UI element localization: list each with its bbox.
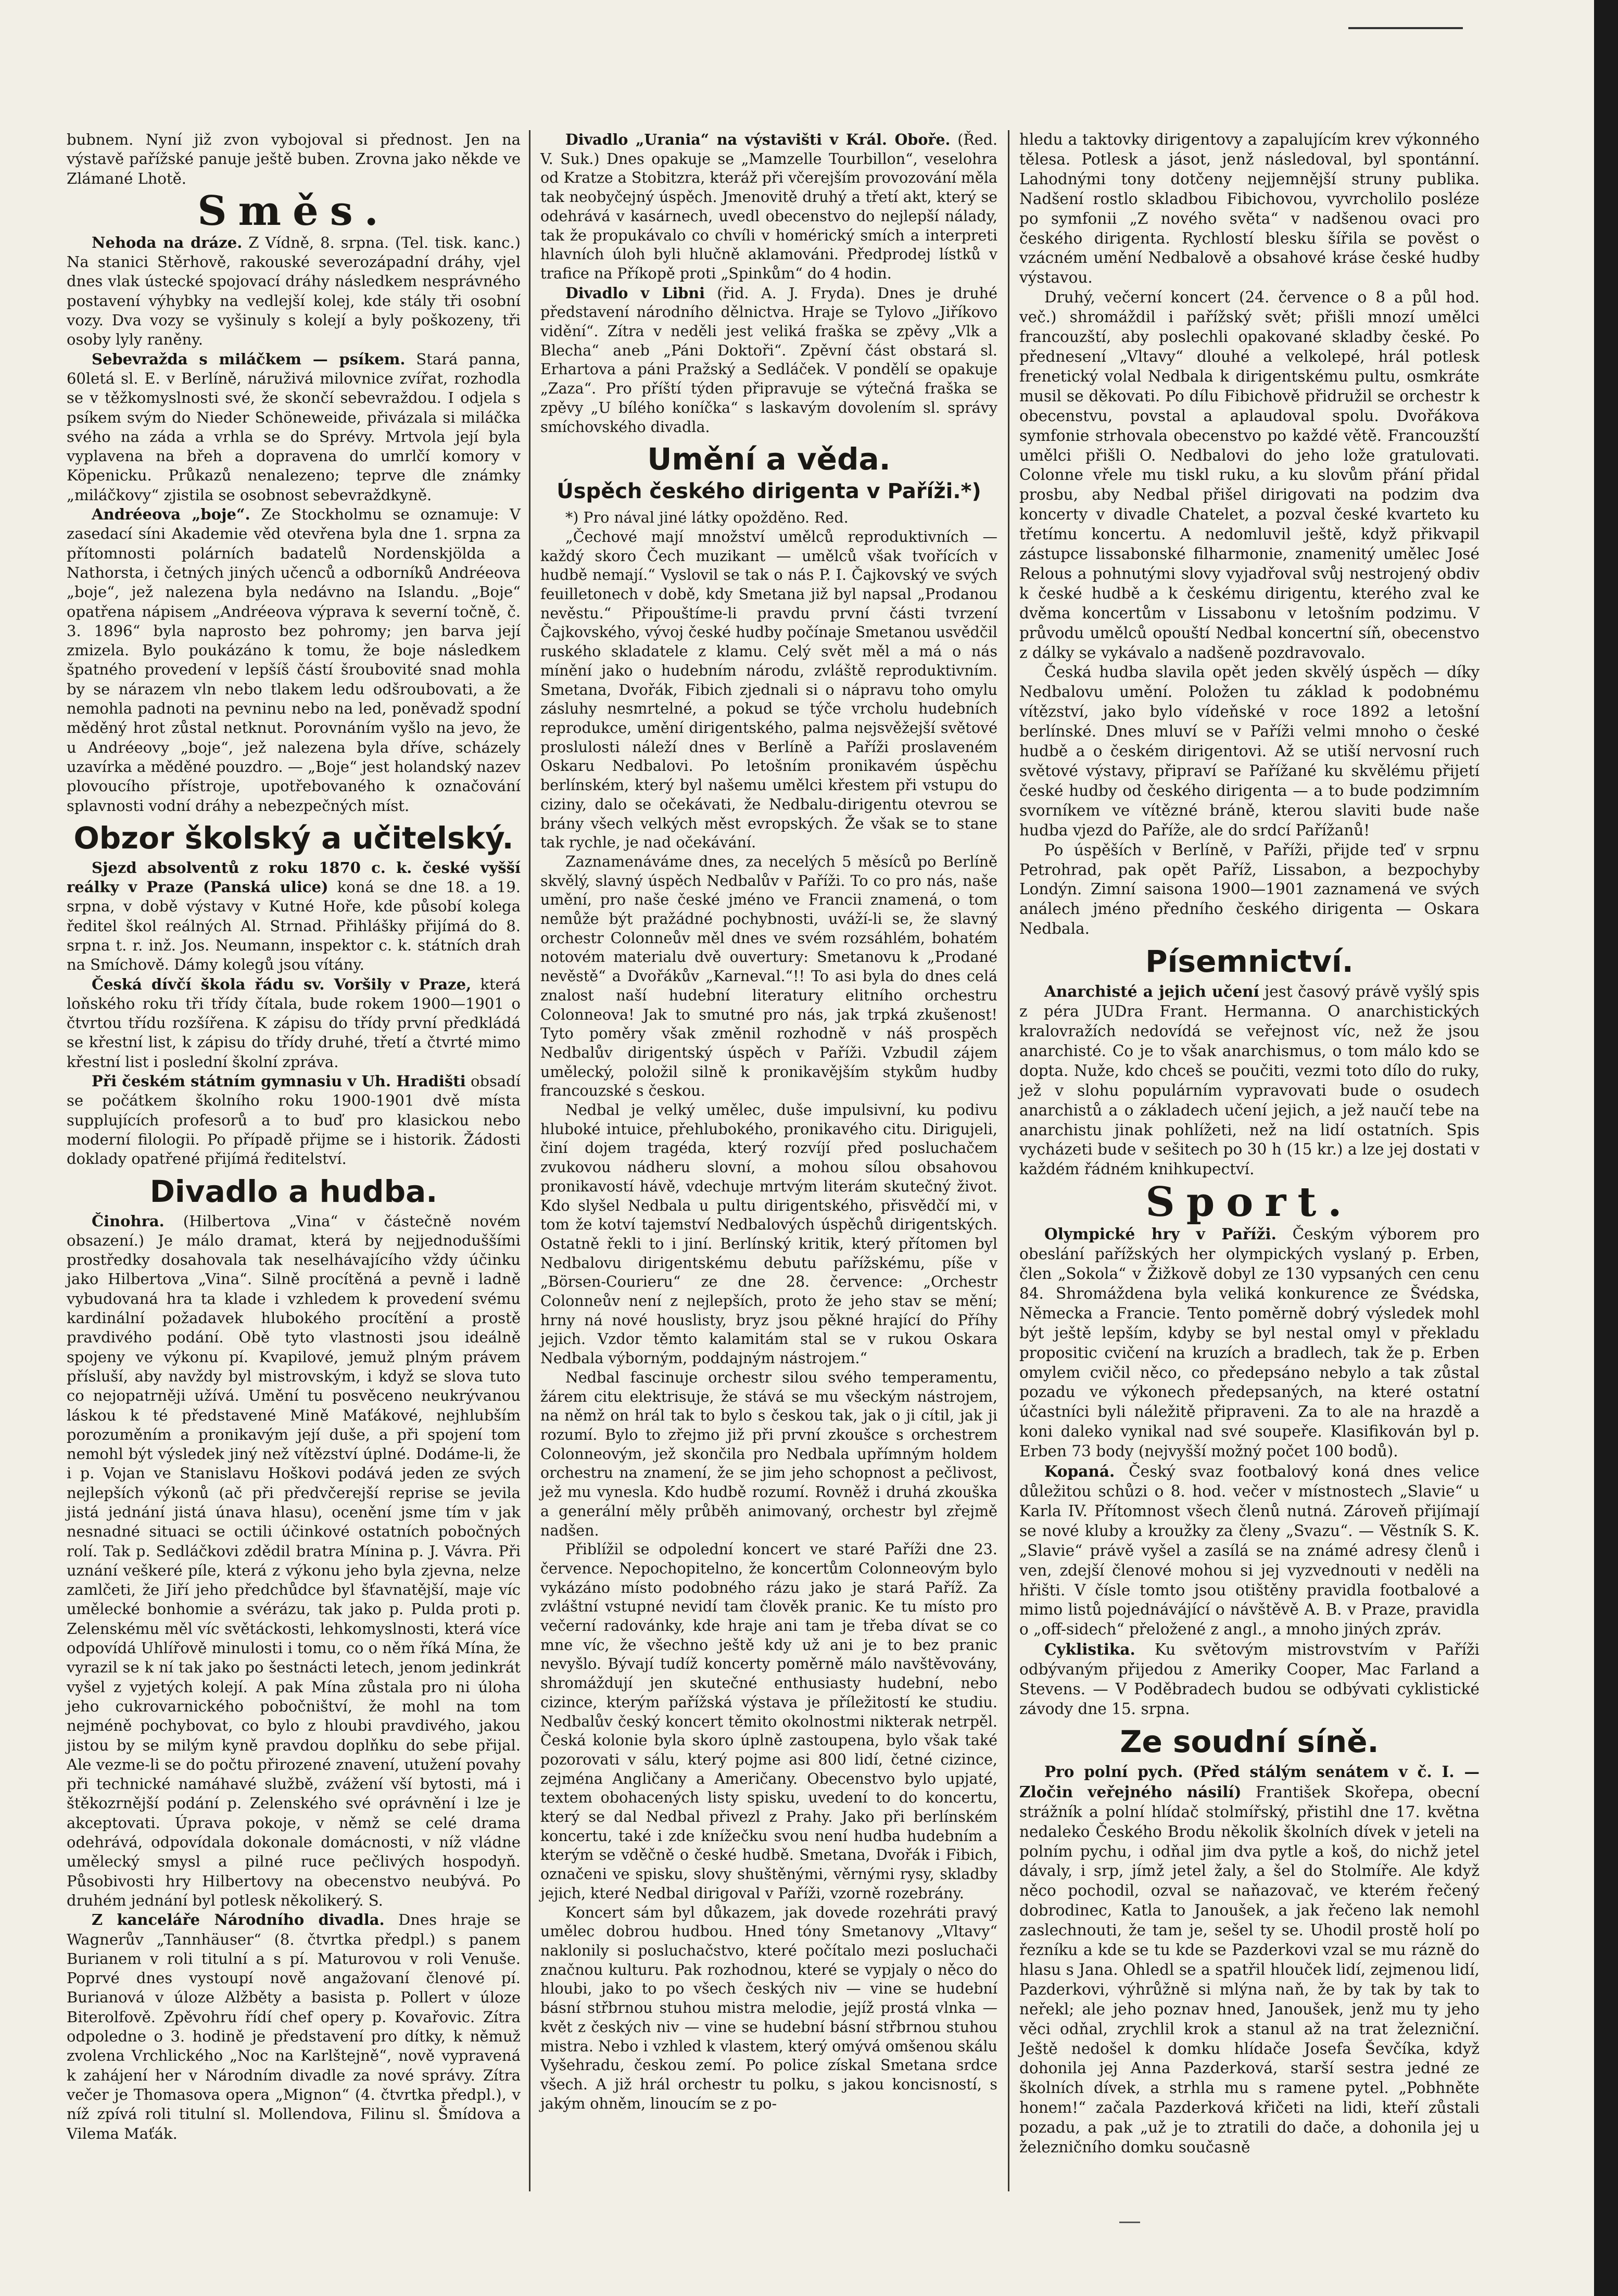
- article-cinohra: [67, 1212, 521, 1911]
- article-title: Pro polní pych.: [1044, 1762, 1183, 1781]
- column-3: [1019, 130, 1480, 2158]
- article-title: Cyklistika.: [1044, 1640, 1135, 1659]
- article-title: Divadlo v Libni: [565, 284, 705, 302]
- article-gymnasium: [67, 1072, 521, 1169]
- column-rule-1: [529, 130, 530, 2191]
- article-libne: [540, 284, 997, 437]
- top-rule: [1348, 27, 1463, 29]
- section-heading-obzor: Obzor školský a učitelský.: [73, 820, 514, 856]
- article-nehoda: [67, 233, 521, 350]
- article-title: Kopaná.: [1044, 1462, 1115, 1481]
- article-text: Český svaz footbalový koná dnes velice důležitou schůzi o 8. hod. večer v místnostech „Slavie“ u Karla IV. Přítomnost všech členů nutná. Zároveň přijímají se nové kluby a kroužky za členy „Svazu“. — Věstník S. K. „Slavie“ právě vyšel a zasílá se na známé adresy členů i ven, zdejší členové mohou si jej vyzvednouti v neděli na hřišti. V čísle tomto jsou otištěny pravidla footbalové a mimo listů pojednávájící o návštěvě A. B. v Praze, pravidla o „off-sidech“ přeložené z angl., a mnoho jiných zpráv.: [1019, 1463, 1480, 1639]
- article-text: která loňského roku tři třídy čítala, bude rokem 1900—1901 o čtvrtou třídu rozšířena. K zápisu do třídy první předkládá se křestní list, k zápisu do třídy druhé, třetí a čtvrté mimo křestní list i poslední školní zpráva.: [67, 975, 521, 1071]
- section-heading-pisemnictvi: Písemnictví.: [1145, 944, 1354, 980]
- article-text: Ku světovým mistrovstvím v Paříži odbývaným přijedou z Ameriky Cooper, Mac Farland a Stevens. — V Poděbradech budou se odbývati cyklistické závody dne 15. srpna.: [1019, 1641, 1480, 1718]
- article-text: koná se dne 18. a 19. srpna, v době výstavy v Kutné Hoře, kde působí kolega ředitel škol reálných Al. Strnad. Přihlášky přijímá do 8. srpna t. r. inž. Jos. Neumann, inspektor c. k. státních drah na Smíchově. Dámy kolegů jsou vítány.: [67, 878, 521, 974]
- article-urania: [540, 130, 997, 284]
- paragraph: Přiblížil se odpolední koncert ve staré Paříži dne 23. července. Nepochopitelno, že koncertům Colonneovým bylo vykázáno místo podobného rázu jako je stará Paříž. Za zvláštní vstupné nevidí tam člověk pranic. Ke tu místo pro večerní radovánky, kde hraje ani tam je třeba dívat se co mne víc, že všechno ještě kdy už ani je to bez pranic nevyšlo. Bývají tudíž koncerty poměrně málo navštěvovány, shromáždují jen skutečné enthusiasty hudební, nebo cizince, kterým pařížská výstava je příležitostí ke studiu. Nedbalův český koncert těmito okolnostmi nikterak netrpěl. Česká kolonie byla skoro úplně zastoupena, bylo však také pozorovati v sálu, který pojme asi 800 lidí, četné cizince, zejména Angličany a Američany. Obecenstvo bylo upjaté, textem obohacených listy spisku, uvedení to do koncertu, který se dal Nedbal přivezl z Prahy. Jako při berlínském koncertu, také i zde knížečku svou není hudba hudebním a kterým se vděčně o české hudbě. Smetana, Dvořák i Fibich, označeni ve spisku, slovy shuštěnými, věrnými rysy, skladby jejich, které Nedbal dirigoval v Paříži, vzorně rozebrány.: [540, 1541, 997, 1902]
- article-title: Anarchisté a jejich učení: [1044, 982, 1259, 1001]
- article-title: Česká dívčí škola řádu sv. Voršily v Praze,: [92, 975, 472, 993]
- article-text: Stará panna, 60letá sl. E. v Berlíně, náruživá milovnice zvířat, rozhodla se v těžkomyslnosti své, že skončí sebevraždou. I odjela s psíkem svým do Nieder Schöneweide, přivázala si miláčka svého na záda a vrhla se do Sprévy. Mrtvola její byla vyplavena na břeh a dopravena do umrlčí komory v Köpenicku. Průkazů nenalezeno; teprve dle známky „miláčkovy“ zjistila se osobnost sebevraždkyně.: [67, 350, 521, 504]
- article-title: Sebevražda s miláčkem — psíkem.: [92, 350, 406, 368]
- page-marker: [1119, 2219, 1140, 2223]
- column-2: [540, 130, 997, 2113]
- article-cyklistika: [1019, 1640, 1480, 1719]
- article-sjezd: [67, 858, 521, 975]
- scan-edge: [1594, 0, 1618, 2296]
- article-text: (Hilbertova „Vina“ v částečně novém obsazení.) Je málo dramat, která by nejjednoduššími prostředky dosahovala tak neselhávajícího vždy účinku jako Hilbertova „Vina“. Silně procítěná a pevně i ladně vybudovaná hra ta klade i vzhledem k provedení svému kardinální požadavek hlubokého procítění a prostě pravdivého podání. Obě tyto vlastnosti jsou ideálně spojeny ve výkonu pí. Kvapilové, jemuž plným právem přísluší, aby navždy byl mistrovským, i když se slova tuto co nejopatrněji užívá. Umění tu posvěceno neukrývanou láskou k té představené Mině Maťákové, nejhlubším porozuměním a pronikavým její duše, a při spojení tom nemohl být výsledek jiný než vítězství úplné. Dodáme-li, že i p. Vojan ve Stanislavu Hoškovi podává jeden ze svých nejlepších výkonů (ač při předvčerejší reprise se jevila jistá jednání jistá únava hlasu), ocenění jsme tím v jak nesnadné situaci se octili účinkové ostatních pobočných rolí. Tak p. Sedláčkovi zdědil bratra Mínina p. J. Vávra. Při uznání veškeré píle, která z výkonu jeho byla zjevna, nelze zamlčeti, že Jiří jeho předchůdce byl šťavnatější, maje víc umělecké bonhomie a svérázu, tak jako p. Pulda proti p. Zelenskému měl víc světáckosti, lehkomyslnosti, která více odpovídá Uhlířově minulosti i tomu, co o něm říká Mína, že vyrazil se k ní tak jako po šestnácti letech, jenom jedinkrát vyšel z vyjetých kolejí. A pak Mína zůstala pro ni úloha jeho cukrovarnického pobočništví, že mohl na tom nejméně pochybovat, co bylo z hloubi pravdivého, jakou jistou by se milým kyně pravdou doplňku do sebe přijal. Ale vezme-li se do počtu přirozené znavení, utužení povahy při technické namáhavé službě, zvážení vší bytosti, má i štěkozrnější podání p. Zelenského své oprávnění i lze je akceptovati. Úprava pokoje, v němž se celé drama odehrává, odpovídala dokonale domácnosti, v níž vládne umělecký smysl a pilné ruce pečlivých hospodyň. Působivosti hry Hilbertovy na obecenstvo neubývá. Po druhém jednání byl potlesk několikerý. S.: [67, 1212, 521, 1909]
- article-title: Sjezd absolventů z roku 1870 c. k. české vyšší reálky v Praze (Panská ulice): [67, 858, 521, 896]
- footnote: *) Pro nával jiné látky opožděno. Red.: [565, 509, 849, 527]
- article-text: Ze Stockholmu se oznamuje: V zasedací síni Akademie věd otevřena byla dne 1. srpna za přítomnosti polárních badatelů Nordenskjölda a Nathorsta, i četných jiných učenců a odborníků Andréeova „boje“, jež nalezena byla nedávno na Islandu. „Boje“ opatřena nápisem „Andréeova výprava k severní točně, č. 3. 1896“ byla naprosto bez pohromy; jen barva její zmizela. Bylo poukázáno k tomu, že boje následkem špatného provedení v lepšíš částí šroubovité snad mohla by se nárazem vln nebo tlakem ledu odšroubovati, a že nemohla padnoti na pevninu nebo na led, poněvadž spodní měděný hrot zůstal netknut. Porovnáním vyšlo na jevo, že u Andréeovy „boje“, jež nalezena byla dříve, scházely uzavírka a měděné pouzdro. — „Boje“ jest holandský nazev plovoucího přístroje, upotřebovaného k označování splavnosti vodní dráhy a nebezpečných míst.: [67, 505, 521, 815]
- article-text: Z Vídně, 8. srpna. (Tel. tisk. kanc.) Na stanici Stěrhově, rakouské severozápadní dráhy, vjel dnes vlak ústecké spojovací dráhy následkem nesprávného postavení výhybky na vedlejší kolej, kde stály tři osobní vozy. Dva vozy se vyšinuly s kolejí a byly poškozeny, tři osoby lyly raněny.: [67, 233, 521, 349]
- paragraph: „Čechové mají množství umělců reproduktivních — každý skoro Čech muzikant — umělců však tvořících v hudbě nemají.“ Vyslovil se tak o nás P. I. Čajkovský ve svých feuilletonech v době, kdy Smetana již byl napsal „Prodanou nevěstu.“ Připouštíme-li pravdu první části tvrzení Čajkovského, vývoj české hudby počínaje Smetanou usvědčil ruského skladatele z klamu. Celý svět měl a má o nás mínění jako o hudebním národu, zvláště reproduktivním. Smetana, Dvořák, Fibich zjednali si o nápravu toho omylu zásluhy nesmrtelné, a pokud se týče vrcholu hudebních reprodukce, umění dirigentského, palma nejsvěžejší světové proslulosti náleží dnes v Berlíně a Paříži proslaveném Oskaru Nedbalovi. Po letošním pronikavém úspěchu berlínském, který byl našemu umělci křestem při vstupu do ciziny, dalo se očekávati, že Nedbalu-dirigentu otevrou se brány všech velkých měst evropských. Že však se to stane tak rychle, je nad očekávání.: [540, 528, 997, 852]
- paragraph: Koncert sám byl důkazem, jak dovede rozehráti pravý umělec dobrou hudbou. Hned tóny Smetanovy „Vltavy“ naklonily si posluchačstvo, které počítalo mezi posluchači značnou kulturu. Pak rozhodnou, které se vypjaly o něco do hloubi, jako to po všech českých niv — vine se hudební básní střbrnou stuhou mistra melodie, jejíž prostá vlnka — květ z českých niv — vine se hudební básní střbrnou stuhou mistra. Nebo i vzhled k vlastem, který omývá omšenou skálu Vyšehradu, českou zemí. Po police získal Smetana srdce všech. A již hrál orchestr tu polku, s jakou koncisností, s jakým ohněm, linoucím se z po-: [540, 1904, 997, 2112]
- article-kopana: [1019, 1462, 1480, 1640]
- article-title: Činohra.: [92, 1212, 165, 1230]
- article-anarchiste: [1019, 982, 1480, 1179]
- section-heading-soud: Ze soudní síně.: [1120, 1723, 1379, 1759]
- paragraph: Nedbal je velký umělec, duše impulsivní, ku podivu hluboké intuice, přehlubokého, pronikavého citu. Dirigujeli, činí dojem tragéda, který rozvíjí před posluchačem zvukovou nádheru slovní, a mohou sílou obsahovou pronikavostí hávě, vdechuje mrtvým literám skutečný život. Kdo slyšel Nedbala u pultu dirigentského, přisvědčí mi, v tom že kotví tajemství Nedbalových úspěchů dirigentských. Ostatně řekli to i jiní. Berlínský kritik, který přítomen byl Nedbalovu dirigentskému debutu pařížskému, píše v „Börsen-Courieru“ ze dne 28. července: „Orchestr Colonneův není z nejlepších, proto že jeho stav se mění; hrny ná nové houslisty, bryz jsou pěkné hrající do Příhy jejich. Vzdor těmto kalamitám stal se v rukou Oskara Nedbala výborným, poddajným nástrojem.“: [540, 1101, 997, 1367]
- article-title: Divadlo „Urania“ na výstavišti v Král. Oboře.: [565, 131, 951, 148]
- article-headline: Úspěch českého dirigenta v Paříži.*): [557, 479, 981, 504]
- column-rule-2: [1008, 130, 1009, 2191]
- paragraph: Česká hudba slavila opět jeden skvělý úspěch — díky Nedbalovu umění. Položen tu základ k podobnému vítězství, jako bylo vídeňské v roce 1892 a letošní berlínské. Dnes mluví se v Paříži velmi mnoho o české hudbě a o českém dirigentovi. Až se utiší nervosní ruch světové výstavy, připraví se Pařížané ku skvělému přijetí české hudby od českého dirigenta — a to bude podzimním svorníkem ve vítězné bráně, kterou slaviti bude naše hudba vjezd do Paříže, ale do srdcí Pařížanů!: [1019, 663, 1480, 839]
- article-kancelar: [67, 1910, 521, 2143]
- article-olympic: [1019, 1224, 1480, 1462]
- article-soud: [1019, 1762, 1480, 2158]
- article-sebevrazda: [67, 350, 521, 505]
- section-heading-divadlo: Divadlo a hudba.: [149, 1173, 438, 1209]
- article-text: (řid. A. J. Fryda). Dnes je druhé představení národního dělnictva. Hraje se Tylovo „Jiříkovo vidění“. Zítra v neděli jest veliká fraška se zpěvy „Vlk a Blecha“ aneb „Páni Doktoři“. Zpěvní část obstará sl. Erhartova a páni Pražský a Sedláček. V pondělí se opakuje „Zaza“. Pro příští týden připravuje se výtečná fraška se zpěvy „U bílého koníčka“ s laskavým dovolením sl. správy smíchovského divadla.: [540, 284, 998, 436]
- section-heading-sport: Sport.: [1145, 1178, 1354, 1226]
- article-text: obsadí se počátkem školního roku 1900-1901 dvě místa supplujících profesorů a to buď pro klasickou nebo moderní filologii. Po případě přijme se i historik. Žádosti doklady opatřené přijímá ředitelství.: [67, 1072, 521, 1168]
- article-text: Dnes hraje se Wagnerův „Tannhäuser“ (8. čtvrtka předpl.) s panem Burianem v roli titulní a s pí. Maturovou v roli Venuše. Poprvé dnes vystoupí nově angažovaní členové pí. Burianová v úloze Alžběty a basista p. Pollert v úloze Biterolfově. Zpěvohru řídí chef opery p. Kovařovic. Zítra odpoledne o 3. hodině je představení pro dítky, k němuž zvolena Vrchlického „Noc na Karlštejně“, nově vypravená k zahájení her v Národním divadle za nové správy. Zítra večer je Thomasova opera „Mignon“ (4. čtvrtka předpl.), v níž zpívá roli titulní sl. Mollendova, Filinu sl. Šmídova a Vilema Maťák.: [67, 1911, 521, 2142]
- article-text: (Řed. V. Suk.) Dnes opakuje se „Mamzelle Tourbillon“, veselohra od Kratze a Stobitzra, kteráž při včerejším provozování měla tak neobyčejný úspěch. Jmenovitě druhý a třetí akt, který se odehrává v kasárnech, uvedl obecenstvo do nejlepší nálady, tak že propukávalo co chvíli v homérický smích a interpreti hlavních úloh byli hlučně aklamováni. Předprodej lístků v trafice na Příkopě proti „Spinkům“ do 4 hodin.: [540, 131, 997, 282]
- paragraph: Po úspěších v Berlíně, v Paříži, přijde teď v srpnu Petrohrad, pak opět Paříž, Lissabon, a bezpochyby Londýn. Zimní saisona 1900—1901 zaznamená ve svých análech jméno předního českého dirigenta — Oskara Nedbala.: [1019, 841, 1480, 938]
- article-andree: [67, 505, 521, 816]
- article-title: Andréeova „boje“.: [92, 505, 250, 524]
- article-title: Při českém státním gymnasiu v Uh. Hradišti: [92, 1072, 466, 1090]
- paragraph: Nedbal fascinuje orchestr silou svého temperamentu, žárem citu elektrisuje, že stává se mu všeckým nástrojem, na němž on hrál tak to bylo s českou tak, jak o ji cítil, jak ji rozumí. Bylo to zřejmo již při první zkoušce s orchestrem Colonneovým, jež skončila pro Nedbala upřímným holdem orchestru na znamení, že se jim jeho schopnost a pečlivost, jež mu vynesla. Kdo hudbě rozumí. Rovněž i druhá zkouška a generální měly průběh animovaný, orchestr byl zřejmě nadšen.: [540, 1368, 997, 1539]
- article-text: jest časový právě vyšlý spis z péra JUDra Frant. Hermanna. O anarchistických kralovražích nedovídá se veřejnost víc, než že jsou anarchisté. Co je to však anarchismus, o tom málo kdo se dopta. Nuže, kdo chceš se poučiti, vezmi toto dílo do ruky, jež v slohu populárním vypravovati bude o osudech anarchistů a o základech učení jejich, a jež naučí tebe na anarchistu jinak pohlížeti, než na lidí ostatních. Spis vycházeti bude v sešitech po 30 h (15 kr.) a lze jej dostati v každém řádném knihkupectví.: [1019, 983, 1480, 1178]
- article-subtitle: (Před stálým senátem v č. I. — Zločin veřejného násilí): [1019, 1762, 1480, 1801]
- paragraph: Druhý, večerní koncert (24. července o 8 a půl hod. več.) shromáždil i pařížský svět; přišli mnozí umělci francouzští, aby poslechli opakované skladby české. Po přednesení „Vltavy“ dlouhé a velkolepé, hrál potlesk frenetický volal Nedbala k dirigentskému pultu, osmkráte musil se děkovati. Po dílu Fibichově přidružil se orchestr k obecenstvu, povstal a aplaudoval spolu. Dvořákova symfonie strhovala obecenstvo po každé větě. Francouzští umělci přišli O. Nedbalovi do jeho lože gratulovati. Colonne vřele mu tiskl ruku, a ku slovům přání přidal prosbu, aby Nedbal přišel dirigovati na podzim dva koncerty v divadle Chatelet, a pozval české kvarteto ku třetímu koncertu. A nedomluvil ještě, když přikvapil zástupce lissabonské filharmonie, znamenitý umělec José Relous a pohnutými slovy vyjadřoval svůj nestrojený obdiv k české hudbě a k českému dirigentu, kterého zval ke dvěma koncertům v Lissabonu v letošním podzimu. V průvodu umělců opouští Nedbal koncertní síň, obecenstvo z dálky se vykávalo a nadšeně pozdravovalo.: [1019, 288, 1480, 662]
- paragraph: hledu a taktovky dirigentovy a zapalujícím krev výkonného tělesa. Potlesk a jásot, jenž následoval, byl spontánní. Lahodnými tony dotčeny nejjemnější struny publika. Nadšení rostlo skladbou Fibichovou, vyvrcholilo posléze po symfonii „Z nového světa“ v nadšenou ovaci pro českého dirigenta. Rychlostí blesku šířila se pověst o vzácném umění Nedbalově a obsahové kráse české hudby výstavou.: [1019, 131, 1480, 287]
- paragraph: bubnem. Nyní již zvon vybojoval si přednost. Jen na výstavě pařížské panuje ještě buben. Zrovna jako někde ve Zlámané Lhotě.: [67, 131, 521, 187]
- article-text: Českým výborem pro obeslání pařížských her olympických vyslaný p. Erben, člen „Sokola“ v Žižkově dobyl ze 130 vypsaných cen cenu 84. Shromáždena byla veliká konkurence ze Švédska, Německa a Francie. Tento poměrně dobrý výsledek mohl být ještě lepším, kdyby se byl nestal omyl v překladu propositic cvičení na kruzích a bradlech, tak že p. Erben omylem cvičil něco, co předepsáno nebylo a tak zůstal pozadu ve výkonech předepsaných, na které ostatní účastníci byli náležitě připraveni. Za to ale na hrazdě a koni daleko vynikal nad své soupeře. Klasifikován byl p. Erben 73 body (nejvyšší možný počet 100 bodů).: [1019, 1225, 1480, 1461]
- section-heading-umeni: Umění a věda.: [647, 441, 891, 477]
- section-heading-smes: Směs.: [197, 187, 390, 235]
- article-title: Olympické hry v Paříži.: [1044, 1225, 1276, 1244]
- paragraph: Zaznamenáváme dnes, za necelých 5 měsíců po Berlíně skvělý, slavný úspěch Nedbalův v Paříži. To co pro nás, naše umění, pro naše české jméno ve Francii znamená, o tom nemůže být pražádné pochybnosti, uváží-li se, že slavný orchestr Colonneův měl dnes ve svém rozsáhlém, bohatém notovém materialu dvě ouvertury: Smetanovu k „Prodané nevěstě“ a Dvořákův „Karneval.“!! To asi byla do dnes celá znalost naší hudební literatury elitního orchestru Colonneova! Jak to smutné pro nás, jak trpká zkušenost! Tyto poměry však změnil rozhodně v náš prospěch Nedbalův dirigentský úspěch v Paříži. Vzbudil zájem umělecký, položil silně k pronikavějším stykům hudby francouzské s českou.: [540, 853, 997, 1100]
- column-1: [67, 130, 521, 2143]
- article-title: Nehoda na dráze.: [92, 233, 243, 251]
- article-title: Z kanceláře Národního divadla.: [92, 1911, 385, 1929]
- article-vorsila: [67, 975, 521, 1072]
- article-text: František Skořepa, obecní strážník a polní hlídač stolmířský, přistihl dne 17. května nedaleko Českého Brodu několik školních dívek v jeteli na polním pychu, i odňal jim dva pytle a koš, do nichž jetel dávaly, i srp, jímž jetel žaly, a šel do Stolmíře. Ale když něco pochodil, ozval se naňazovač, ve kterém řečený dobrodinec, Katla to Janoušek, a jak řečeno lak nemohl zaslechnouti, že tam je, sešel ty se. Uhodil prostě holí po řezníku a kde se tu kde se Pazderkovi vzal se mu rázně do hlasu s Jana. Ohledl se a spatřil hlouček lidí, zejmenou lidí, Pazderkovi, výhrůžně si mlýna naň, že by tak by tak to neřekl; ale jeho poznav hned, Janoušek, jenž mu ty jeho věci odňal, zrychlil krok a stanul až na trat železniční. Ještě nedošel k domku hlídače Josefa Ševčíka, když dohonila jej Anna Pazderková, starší sestra jedné ze školních dívek, a strhla mu s ramene pytel. „Pobhněte honem!“ začala Pazderková křičeti na lidi, kteří zůstali pozadu, a pak „už je to ztratili do dače, a dohonila jej u železničního domku současně: [1019, 1783, 1480, 2157]
